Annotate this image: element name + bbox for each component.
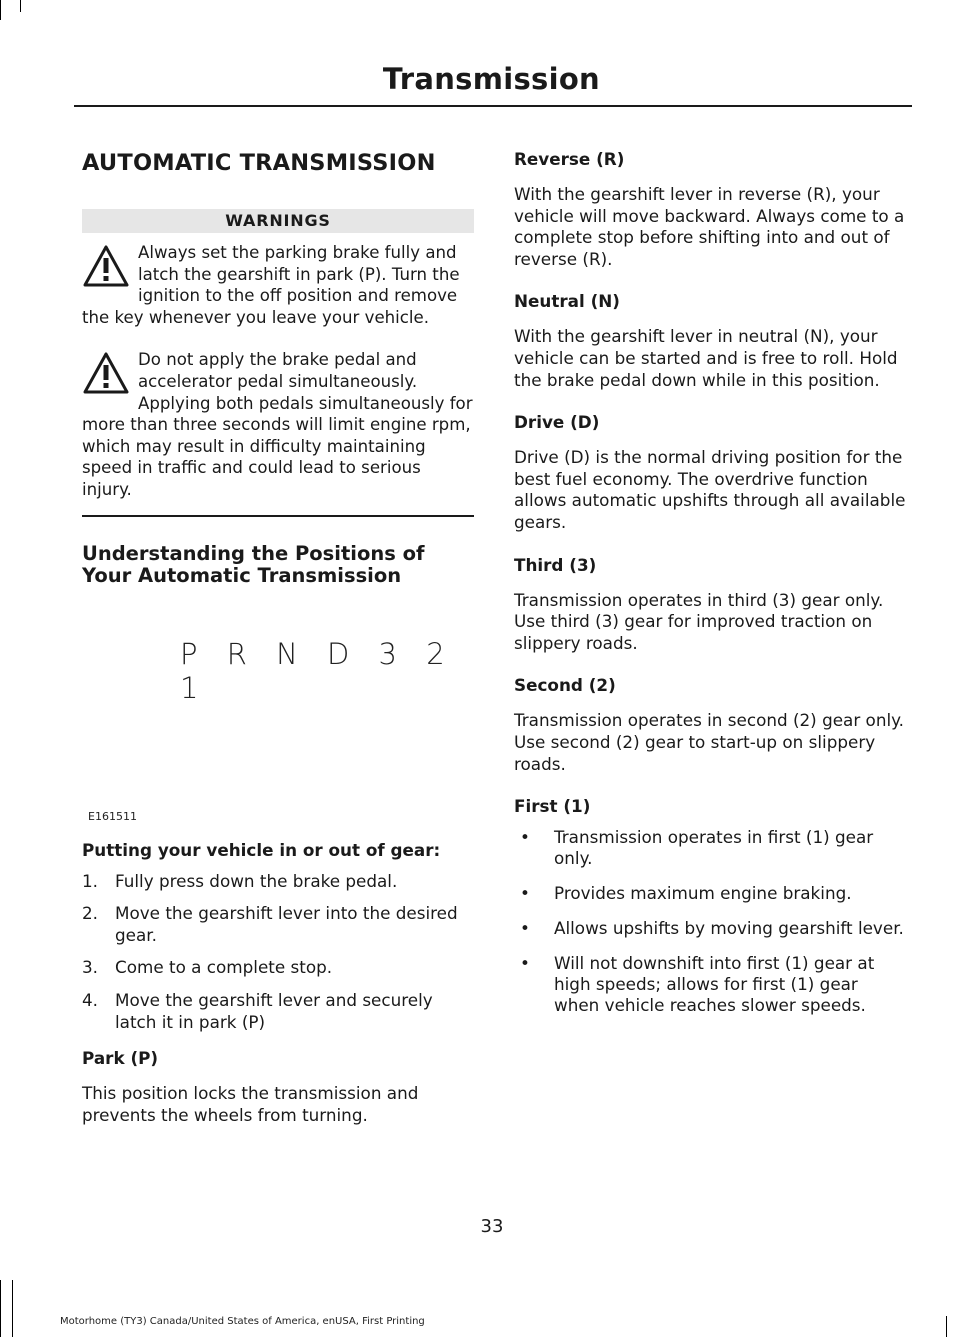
gear-figure xyxy=(82,603,474,825)
warning-triangle-icon xyxy=(82,351,130,395)
second-heading: Second (2) xyxy=(514,675,616,696)
park-text: This position locks the transmission and prevents the wheels from turning. xyxy=(82,1083,419,1125)
step-text: Move the gearshift lever and securely latch it in park (P) xyxy=(115,989,433,1032)
bullet-text: Will not downshift into first (1) gear at high speeds; allows for first (1) gear when vehicle reaches slower speeds. xyxy=(554,953,875,1016)
figure-code: E161511 xyxy=(88,809,137,823)
steps-heading: Putting your vehicle in or out of gear: xyxy=(82,839,441,860)
section-subtitle: Understanding the Positions of Your Automatic Transmission xyxy=(82,541,425,587)
steps-list xyxy=(82,871,474,1034)
bullet-text: Provides maximum engine braking. xyxy=(554,883,852,904)
left-column xyxy=(82,140,474,1126)
park-heading: Park (P) xyxy=(82,1048,159,1069)
crop-mark xyxy=(0,1280,1,1337)
header-rule xyxy=(74,105,912,107)
reverse-heading: Reverse (R) xyxy=(514,149,625,169)
bullet-icon: • xyxy=(520,883,530,904)
warnings-heading: WARNINGS xyxy=(82,209,474,233)
second-text: Transmission operates in second (2) gear only. Use second (2) gear to start-up on slippery roads. xyxy=(514,710,904,774)
third-text: Transmission operates in third (3) gear only. Use third (3) gear for improved traction on slippery roads. xyxy=(514,589,884,653)
step-text: Come to a complete stop. xyxy=(115,957,333,978)
bullet-icon: • xyxy=(520,918,530,939)
gear-indicator: P R N D 3 2 1 xyxy=(180,636,455,705)
section-title: Transmission xyxy=(382,62,600,96)
list-item xyxy=(82,871,474,893)
bullet-text: Allows upshifts by moving gearshift lever. xyxy=(554,918,904,939)
list-item xyxy=(82,903,474,946)
step-text: Fully press down the brake pedal. xyxy=(115,870,398,891)
list-item xyxy=(514,827,908,869)
bullet-text: Transmission operates in first (1) gear only. xyxy=(554,827,874,869)
page-title: AUTOMATIC TRANSMISSION xyxy=(82,150,436,176)
crop-mark xyxy=(12,1280,13,1337)
step-number: 3. xyxy=(82,957,99,978)
right-column xyxy=(514,140,908,1030)
crop-mark xyxy=(0,0,1,20)
bullet-icon: • xyxy=(520,953,530,974)
warning-triangle-icon xyxy=(82,244,130,288)
step-number: 4. xyxy=(82,989,99,1010)
crop-mark xyxy=(20,0,21,12)
list-item xyxy=(514,883,908,904)
third-heading: Third (3) xyxy=(514,554,597,575)
first-heading: First (1) xyxy=(514,796,591,817)
list-item xyxy=(82,990,474,1033)
warning-block xyxy=(82,242,474,328)
step-number: 1. xyxy=(82,870,99,891)
drive-heading: Drive (D) xyxy=(514,412,600,433)
crop-mark xyxy=(946,1316,947,1337)
warning-text: Do not apply the brake pedal and accelerator pedal simultaneously. Applying both pedals simultaneously for more than three seconds will limit engine rpm, which may result in difficulty maintaining speed in traffic and could lead to serious injury. xyxy=(82,350,473,499)
step-number: 2. xyxy=(82,903,99,924)
footer-text: Motorhome (TY3) Canada/United States of America, enUSA, First Printing xyxy=(60,1316,425,1327)
list-item xyxy=(514,953,908,1016)
list-item xyxy=(82,957,474,979)
first-bullets xyxy=(514,827,908,1016)
step-text: Move the gearshift lever into the desired gear. xyxy=(115,903,458,945)
reverse-text: With the gearshift lever in reverse (R), your vehicle will move backward. Always come to a complete stop before shifting into and out of reverse (R). xyxy=(514,184,905,269)
bullet-icon: • xyxy=(520,827,530,848)
warning-block xyxy=(82,349,474,500)
list-item xyxy=(514,918,908,939)
neutral-heading: Neutral (N) xyxy=(514,291,620,312)
neutral-text: With the gearshift lever in neutral (N), your vehicle can be started and is free to roll. Hold the brake pedal down while in this position. xyxy=(514,326,898,390)
warning-text: Always set the parking brake fully and latch the gearshift in park (P). Turn the ignition to the off position and remove the key whenever you leave your vehicle. xyxy=(82,243,460,327)
drive-text: Drive (D) is the normal driving position for the best fuel economy. The overdrive function allows automatic upshifts through all available gears. xyxy=(514,447,906,532)
page-number: 33 xyxy=(480,1216,504,1237)
warnings-divider xyxy=(82,515,474,517)
